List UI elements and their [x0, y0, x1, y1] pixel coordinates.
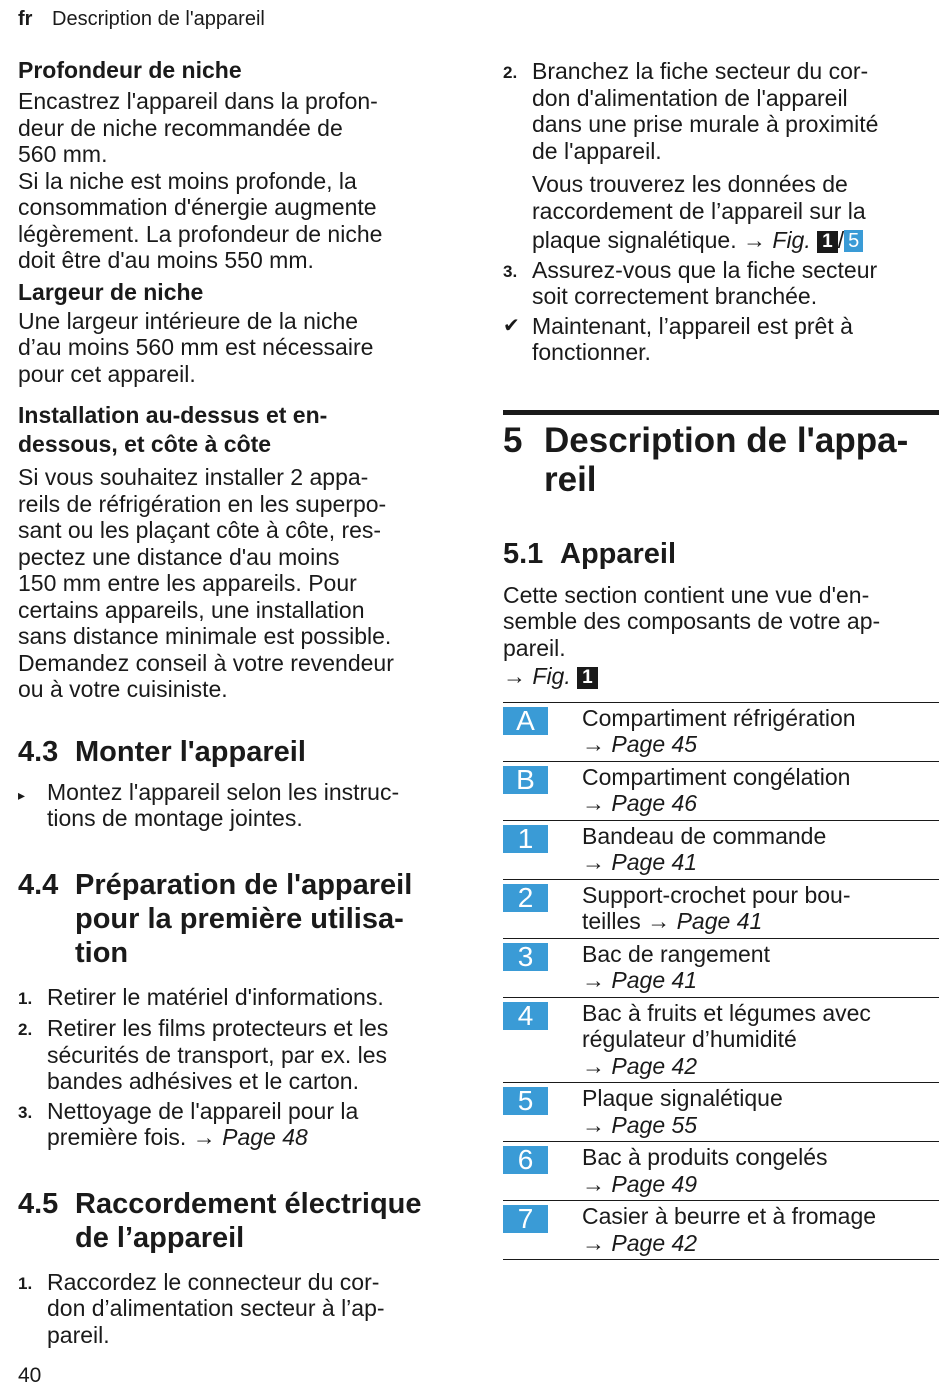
text-line: fonctionner. — [532, 339, 651, 365]
page-reference-link[interactable]: → Page 41 — [647, 908, 763, 934]
text-line: Maintenant, l’appareil est prêt à — [532, 312, 853, 339]
page-header — [18, 8, 265, 31]
figure-number-badge: 1 — [817, 231, 838, 253]
table-row — [503, 1201, 939, 1260]
title-line: tion — [75, 936, 129, 969]
figure-number-badge: 1 — [577, 667, 598, 689]
checkmark-icon: ✔ — [503, 314, 520, 337]
text-line: Montez l'appareil selon les instruc- — [47, 778, 400, 805]
text-line: consommation d'énergie augmente — [18, 194, 377, 220]
text-line: de l'appareil. — [532, 137, 662, 164]
text-fragment: plaque signalétique. — [532, 227, 737, 253]
table-row — [503, 761, 939, 820]
text-line: Raccordez le connecteur du cor- — [47, 1268, 380, 1295]
page-reference-link[interactable]: → Page 45 — [582, 731, 698, 757]
text-line: Branchez la fiche secteur du cor- — [532, 58, 869, 84]
text-line: doit être d'au moins 550 mm. — [18, 247, 314, 273]
component-name: Compartiment congélation — [582, 763, 851, 790]
table-row — [503, 1083, 939, 1142]
chapter-rule — [503, 410, 939, 415]
step-number: 2. — [18, 1020, 33, 1039]
text-line: semble des composants de votre ap- — [503, 608, 881, 634]
text-line: légèrement. La profondeur de niche — [18, 220, 383, 247]
section-title: Monter l'appareil — [75, 735, 306, 768]
chapter-number: 5 — [503, 420, 523, 460]
text-line: deur de niche recommandée de — [18, 114, 343, 141]
component-name: Bandeau de commande — [582, 822, 827, 849]
title-line: reil — [544, 459, 597, 499]
table-row — [503, 820, 939, 879]
niche-depth-text — [18, 88, 448, 274]
component-key-badge: 5 — [844, 230, 863, 252]
text-line: Demandez conseil à votre revendeur — [18, 649, 394, 676]
install-title — [18, 401, 448, 459]
page-reference-link[interactable]: → Page 48 — [192, 1124, 308, 1150]
component-key-badge: 3 — [503, 943, 548, 971]
install-text — [18, 464, 448, 703]
title-line: Préparation de l'appareil — [75, 868, 413, 901]
list-item — [503, 58, 939, 164]
intro-text — [503, 582, 939, 690]
text-line: dans une prise murale à proximité — [532, 111, 879, 137]
component-name: Bac de rangement — [582, 940, 770, 967]
page-reference-link[interactable]: → Page 55 — [582, 1111, 698, 1138]
component-name-tail: teilles — [582, 908, 641, 934]
component-key-badge: 2 — [503, 884, 548, 912]
result-item — [503, 313, 939, 366]
component-name: Bac à fruits et légumes avec — [582, 999, 871, 1026]
text-line: Encastrez l'appareil dans la profon- — [18, 88, 378, 114]
right-column — [503, 56, 939, 1260]
section-number: 4.3 — [18, 735, 59, 768]
list-item — [18, 779, 448, 832]
text-line: tions de montage jointes. — [47, 805, 303, 831]
component-name: Bac à produits congelés — [582, 1144, 828, 1170]
section-4-5-heading — [18, 1187, 448, 1255]
step-number: 1. — [18, 1273, 33, 1293]
text-line: bandes adhésives et le carton. — [47, 1068, 359, 1094]
component-key-badge: 1 — [503, 825, 548, 853]
component-key-badge: B — [503, 766, 548, 794]
text-line: d’au moins 560 mm est nécessaire — [18, 334, 374, 360]
text-line: Si la niche est moins profonde, la — [18, 167, 357, 194]
component-name: Casier à beurre et à fromage — [582, 1203, 877, 1229]
page-reference-link[interactable]: → Page 42 — [582, 1052, 698, 1079]
page-number: 40 — [18, 1364, 42, 1387]
text-line: Retirer les films protecteurs et les — [47, 1015, 389, 1041]
separator: / — [837, 227, 845, 253]
text-line: soit correctement branchée. — [532, 283, 818, 309]
section-4-4-heading — [18, 868, 448, 970]
figure-reference-link[interactable]: → Fig. — [743, 227, 811, 253]
component-legend-table — [503, 702, 939, 1261]
title-line: Description de l'appa- — [544, 420, 909, 460]
component-name: régulateur d’humidité — [582, 1026, 797, 1052]
list-item — [18, 1015, 448, 1095]
text-line: don d’alimentation secteur à l’ap- — [47, 1295, 385, 1321]
step-number: 3. — [503, 261, 518, 281]
text-line: Cette section contient une vue d'en- — [503, 581, 870, 608]
list-item — [18, 1098, 448, 1151]
table-row — [503, 879, 939, 938]
list-item — [503, 257, 939, 310]
text-line: 560 mm. — [18, 141, 108, 167]
section-4-3-heading — [18, 735, 448, 769]
language-code: fr — [18, 8, 33, 30]
section-5-1-heading — [503, 537, 939, 571]
title-line: pour la première utilisa- — [75, 902, 404, 935]
text-line: ou à votre cuisiniste. — [18, 676, 228, 702]
text-line: don d'alimentation de l'appareil — [532, 84, 848, 111]
section-number: 4.5 — [18, 1187, 59, 1220]
component-key-badge: 6 — [503, 1146, 548, 1174]
text-line: 150 mm entre les appareils. Pour — [18, 570, 357, 596]
title-line: Installation au-dessus et en- — [18, 402, 328, 428]
text-line: Si vous souhaitez installer 2 appa- — [18, 464, 369, 490]
text-line: Nettoyage de l'appareil pour la — [47, 1097, 359, 1124]
text-line: Une largeur intérieure de la niche — [18, 307, 359, 334]
text-line: pareil. — [47, 1321, 110, 1348]
step-number: 1. — [18, 988, 33, 1008]
page-reference-link[interactable]: → Page 41 — [582, 849, 698, 875]
page-reference-link[interactable]: → Page 49 — [582, 1170, 698, 1197]
text-line: Retirer le matériel d'informations. — [47, 983, 384, 1010]
step-number: 3. — [18, 1102, 33, 1122]
component-name: Support-crochet pour bou- — [582, 881, 851, 908]
table-row — [503, 938, 939, 997]
text-line — [582, 908, 939, 935]
left-column — [18, 56, 448, 1348]
page-reference-link[interactable]: → Page 41 — [582, 967, 698, 993]
niche-width-title: Largeur de niche — [18, 278, 204, 305]
component-name: Compartiment réfrigération — [582, 704, 856, 731]
table-row — [503, 1142, 939, 1201]
text-line — [47, 1124, 358, 1151]
component-key-badge: 4 — [503, 1002, 548, 1030]
niche-width-text — [18, 308, 448, 388]
text-line: reils de réfrigération en les superpo- — [18, 490, 387, 517]
text-line — [532, 227, 939, 254]
text-line: raccordement de l’appareil sur la — [532, 197, 866, 224]
text-line: pectez une distance d'au moins — [18, 543, 340, 570]
title-line: de l’appareil — [75, 1221, 245, 1254]
table-row — [503, 702, 939, 761]
title-line: Raccordement électrique — [75, 1187, 422, 1220]
note-text — [532, 171, 939, 254]
chapter-5-heading — [503, 421, 939, 499]
bullet-icon: ▸ — [18, 786, 26, 803]
section-number: 4.4 — [18, 868, 59, 901]
figure-reference-link[interactable]: → Fig. — [503, 663, 571, 689]
component-key-badge: 5 — [503, 1087, 548, 1115]
text-line: pour cet appareil. — [18, 360, 196, 387]
section-number: 5.1 — [503, 537, 544, 570]
text-line — [503, 663, 939, 690]
text-line: Assurez-vous que la fiche secteur — [532, 256, 878, 283]
page-reference-link[interactable]: → Page 46 — [582, 790, 698, 816]
component-key-badge: 7 — [503, 1205, 548, 1233]
text-line: sans distance minimale est possible. — [18, 623, 392, 649]
table-row — [503, 997, 939, 1083]
step-number: 2. — [503, 63, 518, 82]
title-line: dessous, et côte à côte — [18, 431, 272, 457]
section-title: Appareil — [560, 537, 677, 570]
text-line: sant ou les plaçant côte à côte, res- — [18, 517, 382, 543]
text-line: pareil. — [503, 634, 566, 661]
text-line: sécurités de transport, par ex. les — [47, 1041, 388, 1068]
header-title: Description de l'appareil — [52, 8, 265, 30]
text-line: Vous trouverez les données de — [532, 171, 848, 197]
component-name: Plaque signalétique — [582, 1085, 783, 1111]
list-item — [18, 1269, 448, 1349]
component-key-badge: A — [503, 707, 548, 735]
text-fragment: première fois. — [47, 1124, 187, 1150]
text-line: certains appareils, une installation — [18, 596, 365, 623]
niche-depth-title: Profondeur de niche — [18, 57, 242, 83]
list-item — [18, 984, 448, 1013]
page-reference-link[interactable]: → Page 42 — [582, 1229, 698, 1256]
